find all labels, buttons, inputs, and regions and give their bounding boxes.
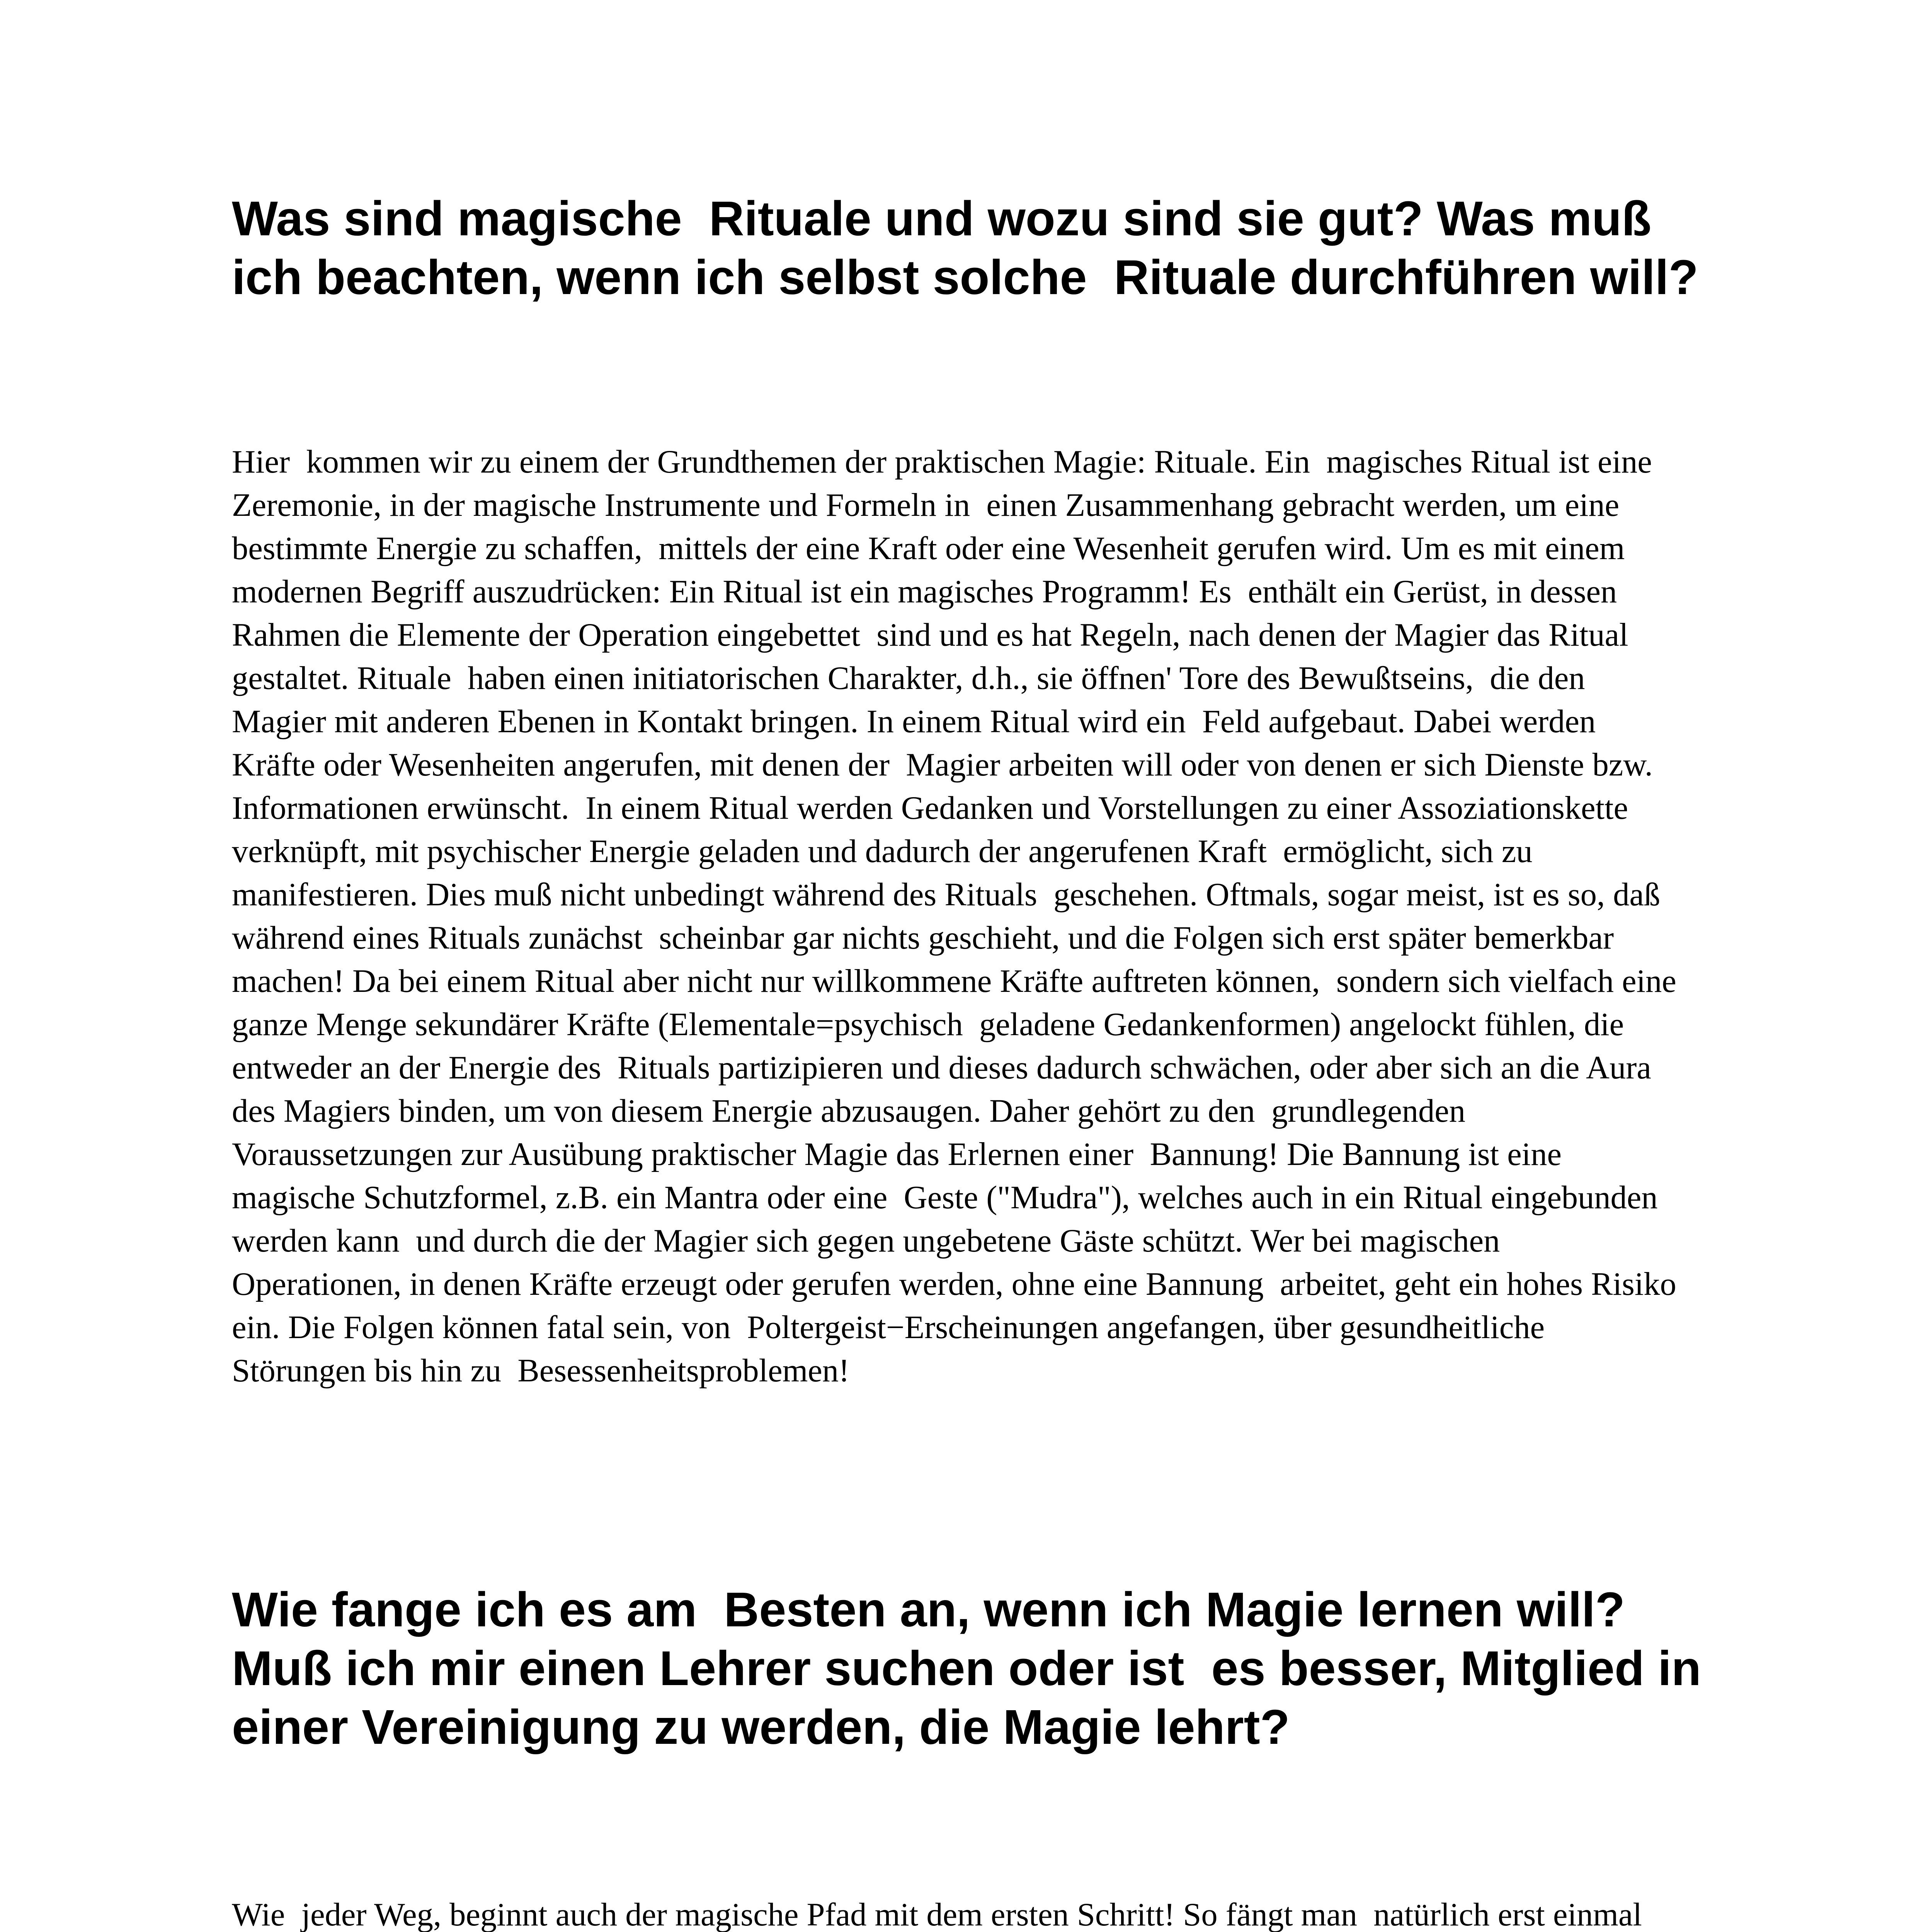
text-line: Wie jeder Weg, beginnt auch der magische Pfad mit dem ersten Schritt! So fängt man natürlich erst einmal (232, 1897, 1642, 1932)
text-line: magische Schutzformel, z.B. ein Mantra oder eine Geste ("Mudra"), welches auch in ein Ritual eingebunden (232, 1180, 1658, 1216)
text-line: Störungen bis hin zu Besessenheitsproblemen! (232, 1353, 850, 1389)
text-line: Magier mit anderen Ebenen in Kontakt bringen. In einem Ritual wird ein Feld aufgebaut. Dabei werden (232, 704, 1596, 740)
text-line: machen! Da bei einem Ritual aber nicht nur willkommene Kräfte auftreten können, sondern sich vielfach eine (232, 963, 1676, 999)
heading-line: ich beachten, wenn ich selbst solche Rituale durchführen will? (232, 250, 1698, 304)
text-line: entweder an der Energie des Rituals partizipieren und dieses dadurch schwächen, oder aber sich an die Aura (232, 1050, 1651, 1086)
heading-line: Muß ich mir einen Lehrer suchen oder ist es besser, Mitglied in (232, 1641, 1701, 1696)
text-line: ganze Menge sekundärer Kräfte (Elementale=psychisch geladene Gedankenformen) angelockt fühlen, die (232, 1007, 1624, 1043)
text-line: ein. Die Folgen können fatal sein, von Poltergeist−Erscheinungen angefangen, über gesundheitliche (232, 1310, 1545, 1345)
text-line: des Magiers binden, um von diesem Energie abzusaugen. Daher gehört zu den grundlegenden (232, 1093, 1466, 1129)
text-line: bestimmte Energie zu schaffen, mittels der eine Kraft oder eine Wesenheit gerufen wird. Um es mit einem (232, 531, 1625, 566)
heading-line: Was sind magische Rituale und wozu sind sie gut? Was muß (232, 191, 1652, 246)
heading-line: einer Vereinigung zu werden, die Magie lehrt? (232, 1700, 1290, 1754)
text-line: verknüpft, mit psychischer Energie geladen und dadurch der angerufenen Kraft ermöglicht, sich zu (232, 833, 1533, 869)
text-line: Zeremonie, in der magische Instrumente und Formeln in einen Zusammenhang gebracht werden, um eine (232, 487, 1620, 523)
section-heading-rituals (232, 189, 1739, 307)
text-line: gestaltet. Rituale haben einen initiatorischen Charakter, d.h., sie öffnen' Tore des Bewußtseins, die den (232, 660, 1585, 696)
text-line: modernen Begriff auszudrücken: Ein Ritual ist ein magisches Programm! Es enthält ein Gerüst, in dessen (232, 574, 1617, 610)
heading-line: Wie fange ich es am Besten an, wenn ich Magie lernen will? (232, 1582, 1625, 1637)
text-line: Voraussetzungen zur Ausübung praktischer Magie das Erlernen einer Bannung! Die Bannung ist eine (232, 1136, 1562, 1172)
text-line: Rahmen die Elemente der Operation eingebettet sind und es hat Regeln, nach denen der Magier das Ritual (232, 617, 1628, 653)
section-heading-learning-magic (232, 1580, 1739, 1757)
text-line: Kräfte oder Wesenheiten angerufen, mit denen der Magier arbeiten will oder von denen er sich Dienste bzw. (232, 747, 1653, 783)
text-line: Hier kommen wir zu einem der Grundthemen der praktischen Magie: Rituale. Ein magisches Ritual ist eine (232, 444, 1652, 480)
text-line: manifestieren. Dies muß nicht unbedingt während des Rituals geschehen. Oftmals, sogar meist, ist es so, daß (232, 877, 1661, 913)
text-line: Informationen erwünscht. In einem Ritual werden Gedanken und Vorstellungen zu einer Assoziationskette (232, 790, 1628, 826)
text-line: werden kann und durch die der Magier sich gegen ungebetene Gäste schützt. Wer bei magischen (232, 1223, 1500, 1259)
text-line: Operationen, in denen Kräfte erzeugt oder gerufen werden, ohne eine Bannung arbeitet, geht ein hohes Risiko (232, 1266, 1676, 1302)
text-line: während eines Rituals zunächst scheinbar gar nichts geschieht, und die Folgen sich erst später bemerkbar (232, 920, 1614, 956)
paragraph-rituals (232, 440, 1824, 1393)
paragraph-learning-magic (232, 1893, 1824, 1932)
